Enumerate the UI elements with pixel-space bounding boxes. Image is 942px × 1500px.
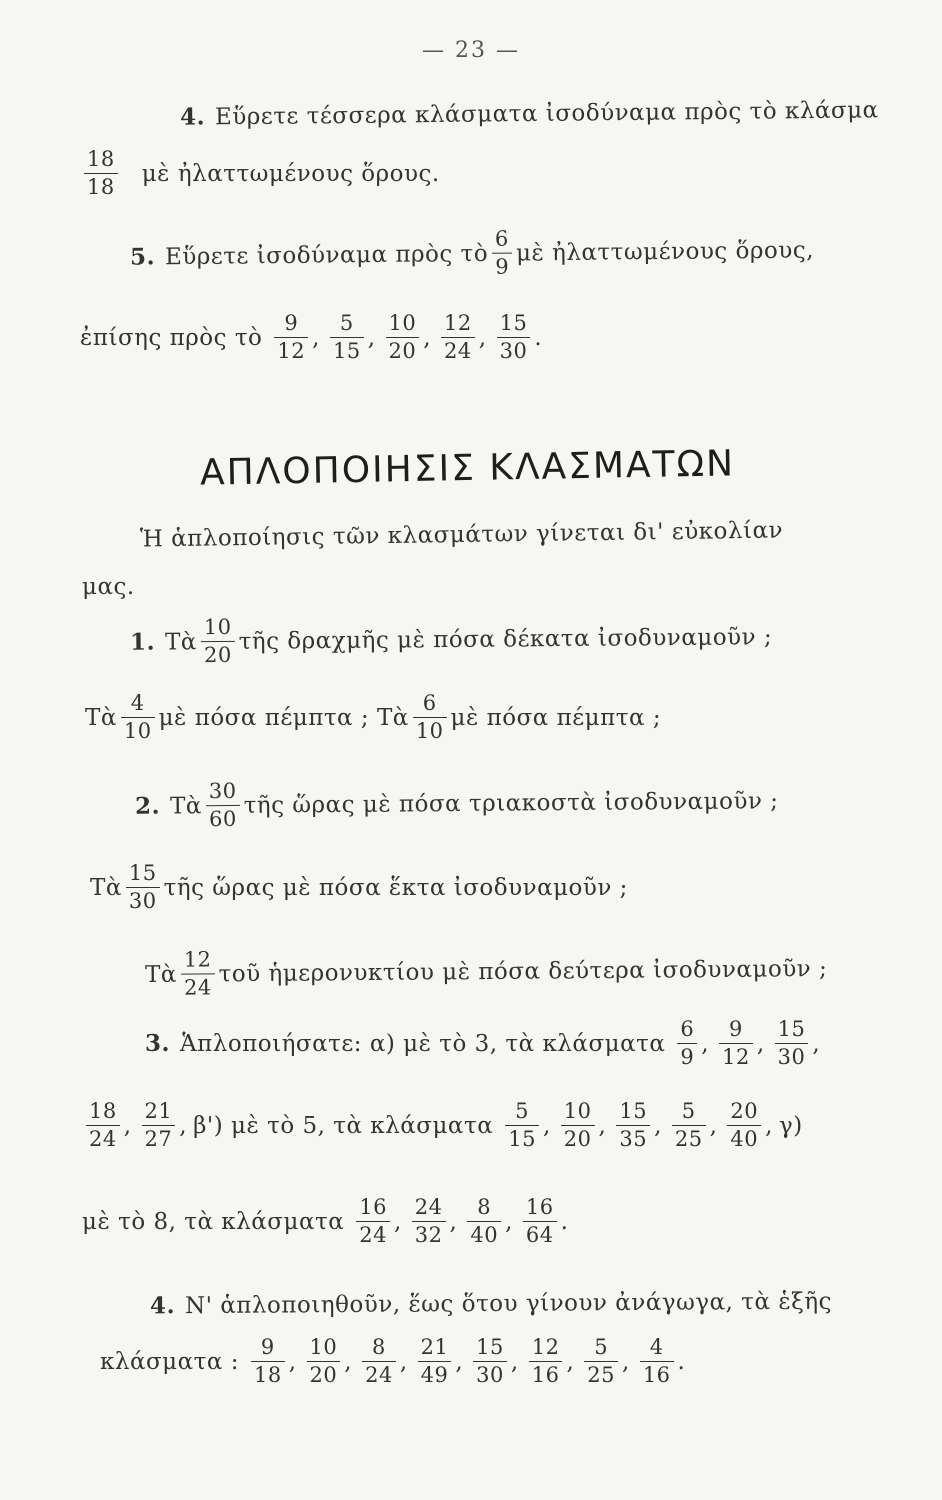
fraction: $\frac{18}{18}$ <box>84 148 118 199</box>
exercise-text: Εὕρετε τέσσερα κλάσματα ἰσοδύναμα πρὸς τὸ κλάσμα <box>214 96 879 130</box>
fraction: $\frac{6}{9}$ <box>677 1018 697 1069</box>
question-text: Τὰ <box>144 961 178 988</box>
fraction: $\frac{15}{30}$ <box>497 312 531 363</box>
question-2-line1 <box>135 775 779 832</box>
fraction: $\frac{10}{20}$ <box>201 616 235 667</box>
fraction: $\frac{24}{32}$ <box>412 1196 446 1247</box>
question-text: Τὰ <box>169 792 203 820</box>
fraction: $\frac{12}{24}$ <box>181 948 215 999</box>
fraction: $\frac{16}{24}$ <box>356 1196 390 1247</box>
fraction: $\frac{15}{35}$ <box>616 1100 650 1151</box>
question-4-line1 <box>150 1288 832 1320</box>
fraction: $\frac{5}{15}$ <box>505 1100 539 1151</box>
question-text: μὲ πόσα πέμπτα ; Τὰ <box>158 704 409 731</box>
question-text: μὲ τὸ 8, τὰ κλάσματα <box>82 1208 345 1235</box>
fraction: $\frac{9}{12}$ <box>719 1018 753 1069</box>
fraction: $\frac{12}{24}$ <box>441 312 475 363</box>
fraction: $\frac{15}{30}$ <box>473 1336 507 1387</box>
section-title: ΑΠΛΟΠΟΙΗΣΙΣ ΚΛΑΣΜΑΤΩΝ <box>199 443 736 494</box>
fraction: $\frac{8}{24}$ <box>362 1336 396 1387</box>
question-text: Ν' ἁπλοποιηθοῦν, ἕως ὅτου γίνουν ἀνάγωγα, τὰ ἑξῆς <box>184 1288 833 1319</box>
fraction: $\frac{30}{60}$ <box>206 780 240 831</box>
fraction: $\frac{21}{27}$ <box>142 1100 176 1151</box>
question-text: τοῦ ἡμερονυκτίου μὲ πόσα δεύτερα ἰσοδυναμοῦν ; <box>218 955 828 987</box>
exercise-label: 5. <box>129 243 156 271</box>
fraction: $\frac{20}{40}$ <box>727 1100 761 1151</box>
question-label: 1. <box>129 628 156 656</box>
fraction: $\frac{9}{18}$ <box>251 1336 285 1387</box>
fraction: $\frac{5}{25}$ <box>584 1336 618 1387</box>
fraction: $\frac{15}{30}$ <box>775 1018 809 1069</box>
page-number: — 23 — <box>422 38 520 63</box>
exercise-text: μὲ ἠλαττωμένους ὅρους. <box>141 160 440 187</box>
fraction: $\frac{9}{12}$ <box>274 312 308 363</box>
question-1-line1 <box>130 611 773 668</box>
question-3-line3: μὲ τὸ 8, τὰ κλάσματα $\frac{16}{24}$ , $\frac{24}{32}$ , $\frac{8}{40}$ , $\frac{16}{64}$ . <box>82 1195 569 1248</box>
exercise-4-top-line2 <box>80 148 440 199</box>
question-label: 2. <box>134 792 161 820</box>
exercise-5-line1 <box>130 224 814 282</box>
fraction: $\frac{4}{10}$ <box>121 692 155 743</box>
exercise-4-top-line1 <box>180 96 879 130</box>
question-1-line2 <box>85 692 661 743</box>
exercise-5-line2: ἐπίσης πρὸς τὸ $\frac{9}{12}$ , $\frac{5}{15}$ , $\frac{10}{20}$ , $\frac{12}{24}$ , $\frac{15}{30}$ . <box>80 311 543 364</box>
fraction: $\frac{16}{64}$ <box>523 1196 557 1247</box>
fraction: $\frac{18}{24}$ <box>86 1100 120 1151</box>
fraction: $\frac{4}{16}$ <box>640 1336 674 1387</box>
question-text: Τὰ <box>164 628 198 656</box>
question-4-line2: κλάσματα : $\frac{9}{18}$ , $\frac{10}{20}$ , $\frac{8}{24}$ , $\frac{21}{49}$ , $\frac{15}{30}$ , $\frac{12}{16}$ , $\frac{5}{25}$ , $\frac{4}{16}$ . <box>100 1335 686 1388</box>
exercise-text: μὲ ἠλαττωμένους ὅρους, <box>515 237 815 267</box>
question-text: κλάσματα : <box>100 1348 239 1375</box>
intro-line2: μας. <box>82 574 135 600</box>
fraction: $\frac{5}{25}$ <box>672 1100 706 1151</box>
fraction: $\frac{5}{15}$ <box>330 312 364 363</box>
question-text: τῆς δραχμῆς μὲ πόσα δέκατα ἰσοδυναμοῦν ; <box>238 623 773 655</box>
fraction: $\frac{10}{20}$ <box>561 1100 595 1151</box>
fraction: $\frac{6}{10}$ <box>413 692 447 743</box>
question-3-line1: 3. Ἁπλοποιήσατε: α) μὲ τὸ 3, τὰ κλάσματα $\frac{6}{9}$ , $\frac{9}{12}$ , $\frac{15}{30}$ , <box>145 1017 821 1070</box>
exercise-text: Εὕρετε ἰσοδύναμα πρὸς τὸ <box>164 240 489 270</box>
fraction: $\frac{10}{20}$ <box>386 312 420 363</box>
question-label: 3. <box>145 1030 171 1058</box>
question-text: Ἁπλοποιήσατε: α) μὲ τὸ 3, τὰ κλάσματα <box>180 1030 666 1057</box>
question-2-line2 <box>90 862 628 913</box>
question-text: τῆς ὥρας μὲ πόσα ἕκτα ἰσοδυναμοῦν ; <box>163 874 628 901</box>
fraction: $\frac{21}{49}$ <box>418 1336 452 1387</box>
fraction: $\frac{8}{40}$ <box>467 1196 501 1247</box>
exercise-text: ἐπίσης πρὸς τὸ <box>80 324 263 351</box>
fraction: $\frac{12}{16}$ <box>529 1336 563 1387</box>
question-3-line2: $\frac{18}{24}$ , $\frac{21}{27}$ , β') μὲ τὸ 5, τὰ κλάσματα $\frac{5}{15}$ , $\frac{10}{20}$ , $\frac{15}{35}$ , $\frac{5}{25}$ , $\frac{20}{40}$ , γ) <box>82 1100 803 1151</box>
fraction: $\frac{10}{20}$ <box>307 1336 341 1387</box>
exercise-label: 4. <box>179 103 206 131</box>
fraction: $\frac{15}{30}$ <box>126 862 160 913</box>
question-text: β') μὲ τὸ 5, τὰ κλάσματα <box>193 1112 494 1139</box>
question-text: μὲ πόσα πέμπτα ; <box>450 704 662 731</box>
question-text: γ) <box>778 1112 803 1139</box>
intro-line1: Ἡ ἁπλοποίησις τῶν κλασμάτων γίνεται δι' εὐκολίαν <box>139 517 784 553</box>
question-2-line3 <box>145 943 828 1000</box>
question-text: Τὰ <box>85 704 117 731</box>
question-text: τῆς ὥρας μὲ πόσα τριακοστὰ ἰσοδυναμοῦν ; <box>243 787 779 819</box>
fraction: $\frac{6}{9}$ <box>492 228 512 279</box>
question-label: 4. <box>149 1292 176 1320</box>
question-text: Τὰ <box>90 874 122 901</box>
